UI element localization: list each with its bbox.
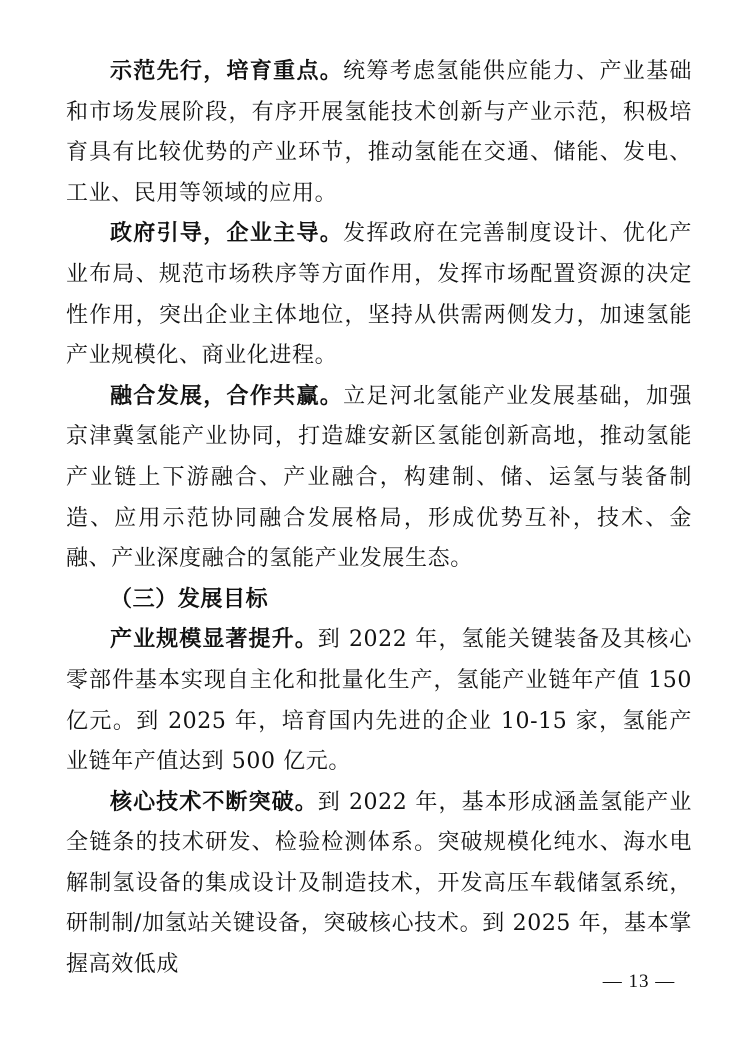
goal-paragraph-technology — [66, 783, 692, 986]
principle-lead: 融合发展，合作共赢。 — [110, 383, 344, 409]
section-heading: （三）发展目标 — [110, 586, 269, 612]
goal-text: 到 2022 年，氢能关键装备及其核心零部件基本实现自主化和批量化生产，氢能产业链年产值 150 亿元。到 2025 年，培育国内先进的企业 10-15 家，氢能产业链年产值达到 500 亿元。 — [66, 627, 692, 775]
goal-paragraph-scale — [66, 620, 692, 782]
principle-lead: 政府引导，企业主导。 — [110, 221, 344, 247]
goal-lead: 产业规模显著提升。 — [110, 627, 318, 653]
goal-lead: 核心技术不断突破。 — [110, 789, 318, 815]
principle-lead: 示范先行，培育重点。 — [110, 59, 344, 84]
body-text — [66, 52, 692, 986]
principle-text: 发挥政府在完善制度设计、优化产业布局、规范市场秩序等方面作用，发挥市场配置资源的决定性作用，突出企业主体地位，坚持从供需两侧发力，加速氢能产业规模化、商业化进程。 — [66, 221, 692, 369]
principle-text: 立足河北氢能产业发展基础，加强京津冀氢能产业协同，打造雄安新区氢能创新高地，推动氢能产业链上下游融合、产业融合，构建制、储、运氢与装备制造、应用示范协同融合发展格局，形成优势互补，技术、金融、产业深度融合的氢能产业发展生态。 — [66, 383, 692, 572]
page-number: — 13 — — [602, 971, 676, 992]
principle-paragraph-demonstration — [66, 52, 692, 214]
principle-text: 统筹考虑氢能供应能力、产业基础和市场发展阶段，有序开展氢能技术创新与产业示范，积极培育具有比较优势的产业环节，推动氢能在交通、储能、发电、工业、民用等领域的应用。 — [66, 59, 692, 206]
goal-text: 到 2022 年，基本形成涵盖氢能产业全链条的技术研发、检验检测体系。突破规模化纯水、海水电解制氢设备的集成设计及制造技术，开发高压车载储氢系统，研制制/加氢站关键设备，突破核心技术。到 2025 年，基本掌握高效低成 — [66, 789, 692, 978]
principle-paragraph-integration — [66, 377, 692, 580]
principle-paragraph-government — [66, 214, 692, 376]
